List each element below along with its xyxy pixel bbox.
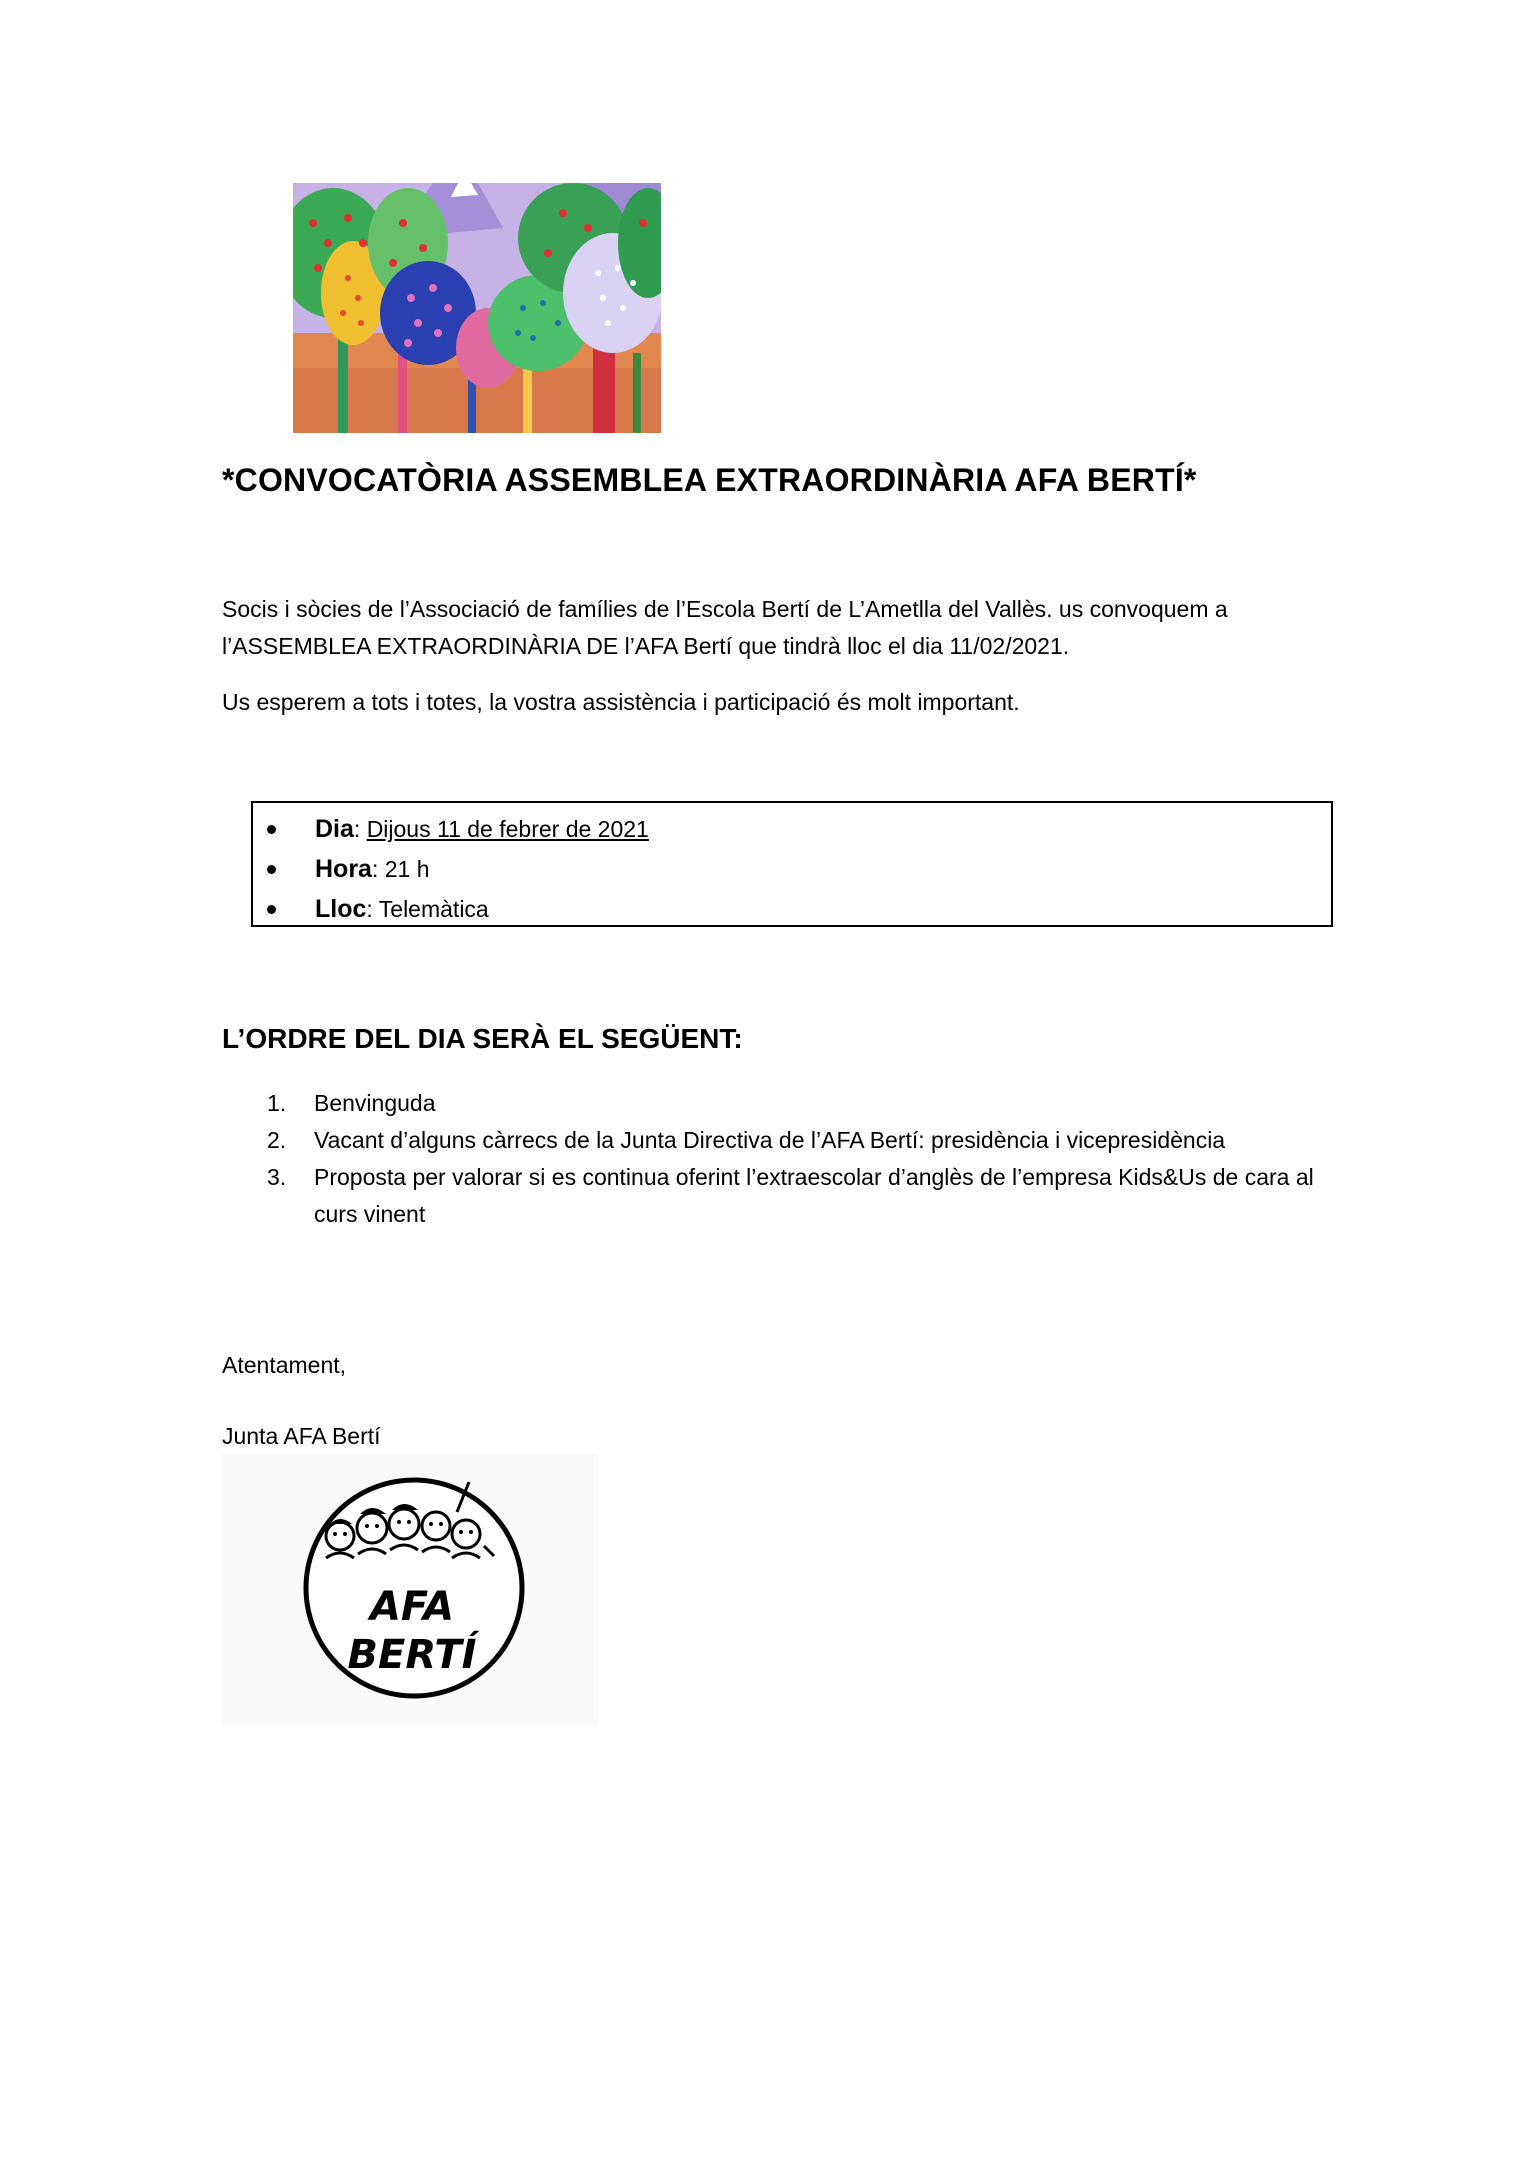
detail-day-label: Dia [315, 815, 354, 843]
agenda-item [222, 1085, 1322, 1122]
agenda-list [222, 1085, 1322, 1233]
bullet-icon [267, 865, 276, 874]
agenda-item [222, 1159, 1322, 1233]
detail-place-label: Lloc [315, 895, 367, 923]
agenda-heading: L’ORDRE DEL DIA SERÀ EL SEGÜENT: [222, 1023, 743, 1054]
detail-time-value: 21 h [384, 856, 430, 882]
afa-berti-logo [222, 1454, 598, 1726]
bullet-icon [267, 825, 276, 834]
page-title: *CONVOCATÒRIA ASSEMBLEA EXTRAORDINÀRIA AFA BERTÍ* [222, 462, 1197, 498]
logo-line-berti: BERTÍ [347, 1632, 477, 1678]
meeting-details-box [251, 801, 1333, 927]
bullet-icon [267, 905, 276, 914]
invitation-paragraph: Us esperem a tots i totes, la vostra assistència i participació és molt important. [222, 689, 1020, 715]
agenda-item-number: 2. [267, 1127, 287, 1153]
logo-line-afa: AFA [369, 1584, 455, 1630]
agenda-item-text: Proposta per valorar si es continua oferint l’extraescolar d’anglès de l’empresa Kids&Us de cara al curs vinent [314, 1164, 1314, 1227]
agenda-item-text: Benvinguda [314, 1090, 436, 1116]
detail-time: Hora: 21 h [253, 849, 649, 889]
agenda-item [222, 1122, 1322, 1159]
detail-place-value: Telemàtica [378, 896, 489, 922]
detail-day-value: Dijous 11 de febrer de 2021 [366, 816, 649, 842]
signature-text: Junta AFA Bertí [222, 1423, 381, 1449]
agenda-item-number: 1. [267, 1090, 287, 1116]
meeting-details-list [253, 809, 649, 929]
agenda-item-text: Vacant d’alguns càrrecs de la Junta Directiva de l’AFA Bertí: presidència i vicepresidència [314, 1127, 1226, 1153]
detail-place: Lloc: Telemàtica [253, 889, 649, 929]
detail-day: Dia: Dijous 11 de febrer de 2021 [253, 809, 649, 849]
agenda-item-number: 3. [267, 1164, 287, 1190]
tree-painting-image [293, 183, 661, 433]
intro-paragraph: Socis i sòcies de l’Associació de famílies de l’Escola Bertí de L’Ametlla del Vallès. us convoquem a l’ASSEMBLEA EXTRAORDINÀRIA DE l’AFA Bertí que tindrà lloc el dia 11/02/2021. [222, 596, 1228, 659]
closing-text: Atentament, [222, 1352, 347, 1378]
detail-time-label: Hora [315, 855, 372, 883]
